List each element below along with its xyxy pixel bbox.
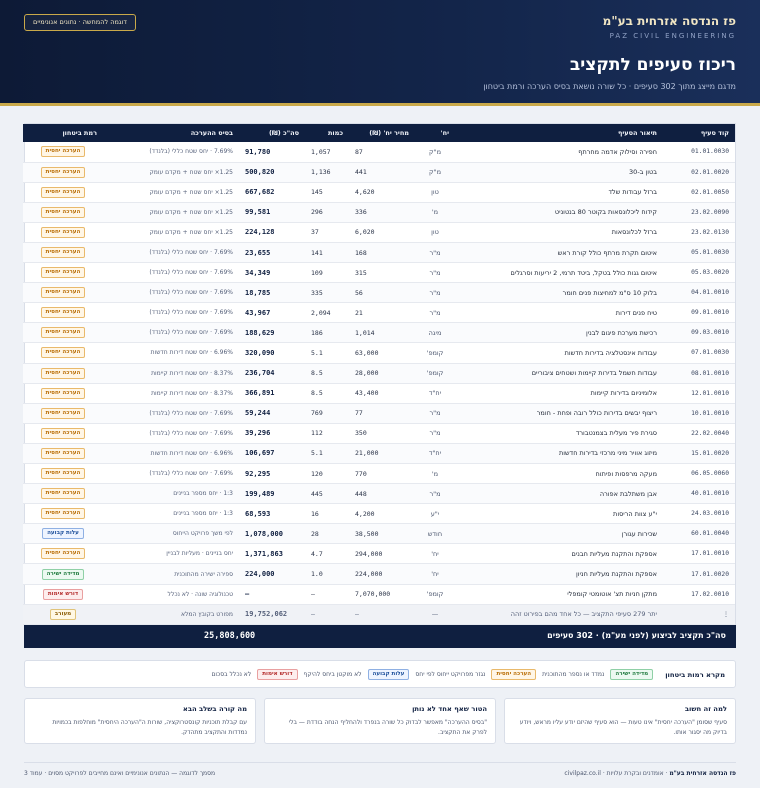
table-row [23,343,735,363]
item-quantity: 296 [305,202,349,222]
item-reliability [23,283,103,303]
item-description: מעקה מרפסות ופיתוח [455,464,663,484]
item-unit-price: 336 [349,202,415,222]
item-description: י"ע צוות הריסות [455,504,663,524]
legend-description: לא מוקטן ביחס להיקף [303,671,362,678]
item-reliability [23,242,103,262]
item-quantity: 120 [305,464,349,484]
footer-brand-name: פז הנדסה אזרחית בע"מ [669,770,736,777]
item-quantity: 8.5 [305,363,349,383]
item-total: 1,078,000 [239,524,305,544]
summary-label: סה"כ תקציב לביצוע (לפני מע"מ) · 302 סעיפים [547,631,726,640]
item-quantity: 145 [305,182,349,202]
item-code: 17.02.0010 [663,584,735,604]
item-basis: ספירה ישירה מהתוכנית [103,564,239,584]
reliability-tag: דורש אימות [43,589,83,600]
item-total: 59,244 [239,403,305,423]
reliability-tag: הערכה יחסית [41,287,86,298]
legend-description: לא נכלל בסכום [211,671,252,678]
footer-note: מסמך לדוגמה — הנתונים אנונימיים ואינם מחייבים לפרויקט מסוים · עמוד 3 [24,770,216,777]
item-basis: יחס בניינים · מעליות לבניין [103,544,239,564]
brand-english-name: PAZ CIVIL ENGINEERING [609,32,736,40]
item-unit: מ"ר [415,242,455,262]
item-basis: 7.69% · יחס שטח כללי (בלנדד) [103,142,239,162]
item-description: אספקת והתקנת מעליות חבנים [455,544,663,564]
item-unit: טון [415,222,455,242]
reliability-tag: הערכה יחסית [41,428,86,439]
table-row [23,443,735,463]
item-code: 07.01.0030 [663,343,735,363]
item-code: 05.03.0020 [663,263,735,283]
item-unit-price: 1,014 [349,323,415,343]
item-unit-price: 315 [349,263,415,283]
item-basis: 7.69% · יחס שטח כללי (בלנדד) [103,242,239,262]
column-header: מחיר יח' (₪) [349,124,415,142]
item-unit-price: 28,000 [349,363,415,383]
item-description: ריצוף יבשים בדירות כולל רובה ופחת - חומר [455,403,663,423]
footer-brand [564,770,736,777]
item-unit: טון [415,182,455,202]
item-code: 02.01.0050 [663,182,735,202]
item-basis: 7.69% · יחס שטח כללי (בלנדד) [103,283,239,303]
item-unit-price: 448 [349,484,415,504]
item-unit: חודש [415,524,455,544]
item-reliability [23,343,103,363]
item-unit: מ"ר [415,283,455,303]
reliability-tag: מעורב [50,609,76,620]
table-row [23,504,735,524]
item-unit: קומפ' [415,363,455,383]
item-description: סגירת פיר מעלית בצמנטבורד [455,423,663,443]
item-quantity: 445 [305,484,349,504]
item-unit: יח"ד [415,443,455,463]
table-row [23,464,735,484]
item-quantity: 335 [305,283,349,303]
item-code: 02.01.0020 [663,162,735,182]
reliability-tag: הערכה יחסית [41,247,86,258]
item-description: אספקת והתקנת מעליות חניון [455,564,663,584]
others-dots: ⋮ [663,604,735,624]
item-unit: מ"ר [415,403,455,423]
table-row [23,303,735,323]
item-reliability [23,222,103,242]
card-text: עם קבלת תוכניות קונסטרוקציה, שורות ה"הערכה היחסית" מוחלפות בכמויות נמדדות והתקציב מתהדק. [52,719,247,736]
item-total: 99,581 [239,202,305,222]
item-code: 23.02.0130 [663,222,735,242]
item-code: 04.01.0010 [663,283,735,303]
item-description: עבודות חשמל בדירות קיימות ושטחים ציבוריים [455,363,663,383]
others-description: יתר 279 סעיפי התקציב — כל אחד מהם בפירוט זהה [455,604,663,624]
item-total: 500,820 [239,162,305,182]
item-code: 08.01.0010 [663,363,735,383]
item-total: 106,697 [239,443,305,463]
item-unit-price: 224,000 [349,564,415,584]
item-unit-price: 770 [349,464,415,484]
item-reliability [23,524,103,544]
card-title: למה זה חשוב [684,705,727,713]
item-unit: קומפ' [415,343,455,363]
others-unit: — [415,604,455,624]
reliability-tag: הערכה יחסית [41,167,86,178]
item-unit: מ' [415,464,455,484]
column-header: יח' [415,124,455,142]
item-total: — [239,584,305,604]
table-row [23,263,735,283]
legend-description: נמדד או נספר מהתוכנית [542,671,605,678]
item-unit-price: 56 [349,283,415,303]
item-description: חפירה וסילוק אדמה מחרתף [455,142,663,162]
item-basis: 1.25× יחס שטח + מקדם עומק [103,162,239,182]
page-subtitle: מדגם מייצג מתוך 302 סעיפים · כל שורה נושאת בסיס הערכה ורמת ביטחון [483,82,736,91]
reliability-tag: הערכה יחסית [41,307,86,318]
table-row-others [23,604,735,624]
item-unit: מ"ר [415,423,455,443]
legend [24,660,736,688]
item-total: 188,629 [239,323,305,343]
legend-tag: הערכה יחסית [491,669,536,680]
card-title: מה קורה בשלב הבא [182,705,247,713]
reliability-tag: עלות קבועה [42,528,84,539]
item-basis: 7.69% · יחס שטח כללי (בלנדד) [103,303,239,323]
reliability-tag: הערכה יחסית [41,368,86,379]
item-basis: 1:3 · יחס מספר בניינים [103,504,239,524]
summary-bar [24,625,736,648]
item-code: 60.01.0040 [663,524,735,544]
reliability-tag: הערכה יחסית [41,207,86,218]
item-description: ברזל עבודות שלד [455,182,663,202]
item-unit: מ' [415,202,455,222]
item-total: 199,489 [239,484,305,504]
table-row [23,283,735,303]
item-unit: מ"ר [415,303,455,323]
item-quantity: 5.1 [305,343,349,363]
item-basis: 1:3 · יחס מספר בניינים [103,484,239,504]
legend-description: נגזר מפרויקט ייחוס לפי יחס [415,671,486,678]
item-reliability [23,142,103,162]
item-unit-price: 441 [349,162,415,182]
table-row [23,524,735,544]
table-row [23,162,735,182]
item-description: בטון ב-30 [455,162,663,182]
item-unit-price: 87 [349,142,415,162]
item-description: טיח פנים דירות [455,303,663,323]
item-description: מתקן חניות תצ' אוטומטי קומפלי [455,584,663,604]
item-quantity: 141 [305,242,349,262]
item-quantity: 1.0 [305,564,349,584]
table-row [23,182,735,202]
table-header [23,124,735,142]
item-unit-price: 43,400 [349,383,415,403]
item-unit: יח' [415,544,455,564]
table-row [23,584,735,604]
item-reliability [23,544,103,564]
item-code: 17.01.0020 [663,564,735,584]
item-reliability [23,323,103,343]
item-reliability [23,162,103,182]
footer-divider [24,762,736,763]
legend-title: מקרא רמות ביטחון [665,670,725,679]
reliability-tag: הערכה יחסית [41,548,86,559]
item-code: 01.01.0030 [663,142,735,162]
item-unit: י"ע [415,504,455,524]
item-description: בלוק 10 ס"מ למחיצות פנים חומר [455,283,663,303]
item-quantity: 28 [305,524,349,544]
item-quantity: 16 [305,504,349,524]
item-code: 06.05.0060 [663,464,735,484]
item-unit: מיגה [415,323,455,343]
item-unit-price: 4,620 [349,182,415,202]
item-code: 09.01.0010 [663,303,735,323]
summary-value: 25,808,600 [204,631,256,641]
reliability-tag: הערכה יחסית [41,468,86,479]
brand [603,14,736,40]
item-basis: 7.69% · יחס שטח כללי (בלנדד) [103,423,239,443]
reliability-tag: הערכה יחסית [41,347,86,358]
table-row [23,423,735,443]
item-total: 39,296 [239,423,305,443]
reliability-tag: הערכה יחסית [41,187,86,198]
item-unit: מ"ק [415,162,455,182]
item-code: 22.02.0040 [663,423,735,443]
column-header: סה"כ (₪) [239,124,305,142]
item-total: 23,655 [239,242,305,262]
reliability-tag: מדידה ישירה [42,569,85,580]
item-quantity: 1,136 [305,162,349,182]
item-total: 43,967 [239,303,305,323]
page-title: ריכוז סעיפים לתקציב [569,55,736,75]
item-quantity: 4.7 [305,544,349,564]
table-row [23,363,735,383]
item-code: 12.01.0010 [663,383,735,403]
item-reliability [23,504,103,524]
item-description: שכירות עגורן [455,524,663,544]
item-reliability [23,263,103,283]
item-basis: 1.25× יחס שטח + מקדם עומק [103,182,239,202]
item-unit-price: 21 [349,303,415,323]
table-row [23,202,735,222]
reliability-tag: הערכה יחסית [41,267,86,278]
table-row [23,403,735,423]
page-footer [24,770,736,782]
others-total: 19,752,062 [239,604,305,624]
item-basis: 1.25× יחס שטח + מקדם עומק [103,202,239,222]
page-header [0,0,760,106]
item-total: 366,891 [239,383,305,403]
item-description: אלומיניום בדירות קיימות [455,383,663,403]
item-quantity: 186 [305,323,349,343]
item-basis: 7.69% · יחס שטח כללי (בלנדד) [103,403,239,423]
budget-table [24,123,736,626]
reliability-tag: הערכה יחסית [41,327,86,338]
item-quantity: 769 [305,403,349,423]
item-quantity: 8.5 [305,383,349,403]
item-total: 68,593 [239,504,305,524]
others-quantity: — [305,604,349,624]
item-reliability [23,484,103,504]
item-basis: 7.69% · יחס שטח כללי (בלנדד) [103,263,239,283]
item-total: 320,090 [239,343,305,363]
item-unit: מ"ר [415,484,455,504]
legend-tag: עלות קבועה [368,669,410,680]
info-cards [24,698,736,744]
table-row [23,564,735,584]
item-unit-price: 77 [349,403,415,423]
item-total: 224,000 [239,564,305,584]
demo-badge: דוגמה להמחשה · נתונים אנונימיים [24,14,136,31]
item-code: 10.01.0010 [663,403,735,423]
item-reliability [23,423,103,443]
item-unit-price: 4,200 [349,504,415,524]
item-total: 667,682 [239,182,305,202]
item-quantity: 37 [305,222,349,242]
card-next-stage [24,698,256,744]
item-unit: מ"ק [415,142,455,162]
item-unit-price: 21,000 [349,443,415,463]
reliability-tag: הערכה יחסית [41,146,86,157]
item-basis: 8.37% · יחס שטח דירות קיימות [103,363,239,383]
item-description: איטום גגות כולל בטקל, ביטד תרמי, 2 יריעות וסרגלים [455,263,663,283]
reliability-tag: הערכה יחסית [41,508,86,519]
item-reliability [23,443,103,463]
item-unit-price: 294,000 [349,544,415,564]
item-reliability [23,383,103,403]
table-row [23,383,735,403]
item-quantity: 1,057 [305,142,349,162]
item-basis: 7.69% · יחס שטח כללי (בלנדד) [103,464,239,484]
table-row [23,484,735,504]
table-row [23,242,735,262]
reliability-tag: הערכה יחסית [41,408,86,419]
item-total: 1,371,863 [239,544,305,564]
item-reliability [23,202,103,222]
item-unit-price: 38,500 [349,524,415,544]
column-header: תיאור הסעיף [455,124,663,142]
item-reliability [23,464,103,484]
card-text: סעיף שסומן "הערכה יחסית" אינו טעות — הוא סעיף שהיזם יודע עליו מראש, ויודע בדיוק מה יסגור אותו. [519,719,727,736]
item-unit-price: 168 [349,242,415,262]
item-reliability [23,182,103,202]
reliability-tag: הערכה יחסית [41,227,86,238]
item-unit: יח' [415,564,455,584]
table-row [23,544,735,564]
column-header: בסיס ההערכה [103,124,239,142]
item-basis: 6.96% · יחס שטח דירות חדשות [103,443,239,463]
table-row [23,323,735,343]
column-header: כמות [305,124,349,142]
item-code: 17.01.0010 [663,544,735,564]
others-basis: מפורט בקובץ המלא [103,604,239,624]
column-header: קוד סעיף [663,124,735,142]
legend-tag: דורש אימות [257,669,297,680]
item-quantity: 5.1 [305,443,349,463]
item-total: 92,295 [239,464,305,484]
item-basis: 8.37% · יחס שטח דירות קיימות [103,383,239,403]
item-quantity: 112 [305,423,349,443]
table-body [23,142,735,624]
item-basis: 6.96% · יחס שטח דירות חדשות [103,343,239,363]
item-basis: לפי משך פרויקט הייחוס [103,524,239,544]
item-description: אבן משתלבת אפורה [455,484,663,504]
item-code: 40.01.0010 [663,484,735,504]
item-quantity: 109 [305,263,349,283]
item-unit: קומפ' [415,584,455,604]
item-code: 05.01.0030 [663,242,735,262]
item-quantity: — [305,584,349,604]
item-description: רכישת מערכת פיגום לבנין [455,323,663,343]
item-description: מיזוג אוויר מיני מרכזי בדירות חדשות [455,443,663,463]
item-code: 24.03.0010 [663,504,735,524]
item-unit-price: 63,000 [349,343,415,363]
legend-tag: מדידה ישירה [610,669,653,680]
table-row [23,142,735,162]
reliability-tag: הערכה יחסית [41,488,86,499]
item-unit: יח"ד [415,383,455,403]
item-reliability [23,303,103,323]
item-unit-price: 350 [349,423,415,443]
item-unit: מ"ר [415,263,455,283]
item-reliability [23,564,103,584]
item-total: 18,785 [239,283,305,303]
item-total: 224,128 [239,222,305,242]
reliability-tag: הערכה יחסית [41,388,86,399]
item-description: קידוח ליכלונסאות בקוטר 80 בנטוניט [455,202,663,222]
item-quantity: 2,094 [305,303,349,323]
column-header: רמת ביטחון [23,124,103,142]
item-reliability [23,363,103,383]
others-reliability [23,604,103,624]
item-basis: טכנולוגיה שונה · לא נכלל [103,584,239,604]
item-reliability [23,403,103,423]
item-description: עבודות אינסטלציה בדירות חדשות [455,343,663,363]
card-why-important [504,698,736,744]
others-price: — [349,604,415,624]
item-basis: 7.69% · יחס שטח כללי (בלנדד) [103,323,239,343]
card-text: "בסיס ההערכה" מאפשר לבדוק כל שורה בנפרד ולהחליף הנחה בודדת — בלי לפרק את התקציב. [288,719,487,736]
item-description: ברזל לכלונסאות [455,222,663,242]
brand-name: פז הנדסה אזרחית בע"מ [602,14,736,28]
item-description: איטום תקרת מרתף כולל קורת ראש [455,242,663,262]
footer-brand-rest: · אומדנים ובקרת עלויות · civilpaz.co.il [564,770,670,777]
item-total: 91,780 [239,142,305,162]
card-unique-column [264,698,496,744]
item-total: 236,704 [239,363,305,383]
item-code: 23.02.0090 [663,202,735,222]
item-unit-price: 7,070,000 [349,584,415,604]
item-unit-price: 6,020 [349,222,415,242]
item-basis: 1.25× יחס שטח + מקדם עומק [103,222,239,242]
reliability-tag: הערכה יחסית [41,448,86,459]
item-code: 09.03.0010 [663,323,735,343]
table-row [23,222,735,242]
item-reliability [23,584,103,604]
card-title: הטור שאף אחד לא נותן [412,705,487,713]
item-code: 15.01.0020 [663,443,735,463]
item-total: 34,349 [239,263,305,283]
